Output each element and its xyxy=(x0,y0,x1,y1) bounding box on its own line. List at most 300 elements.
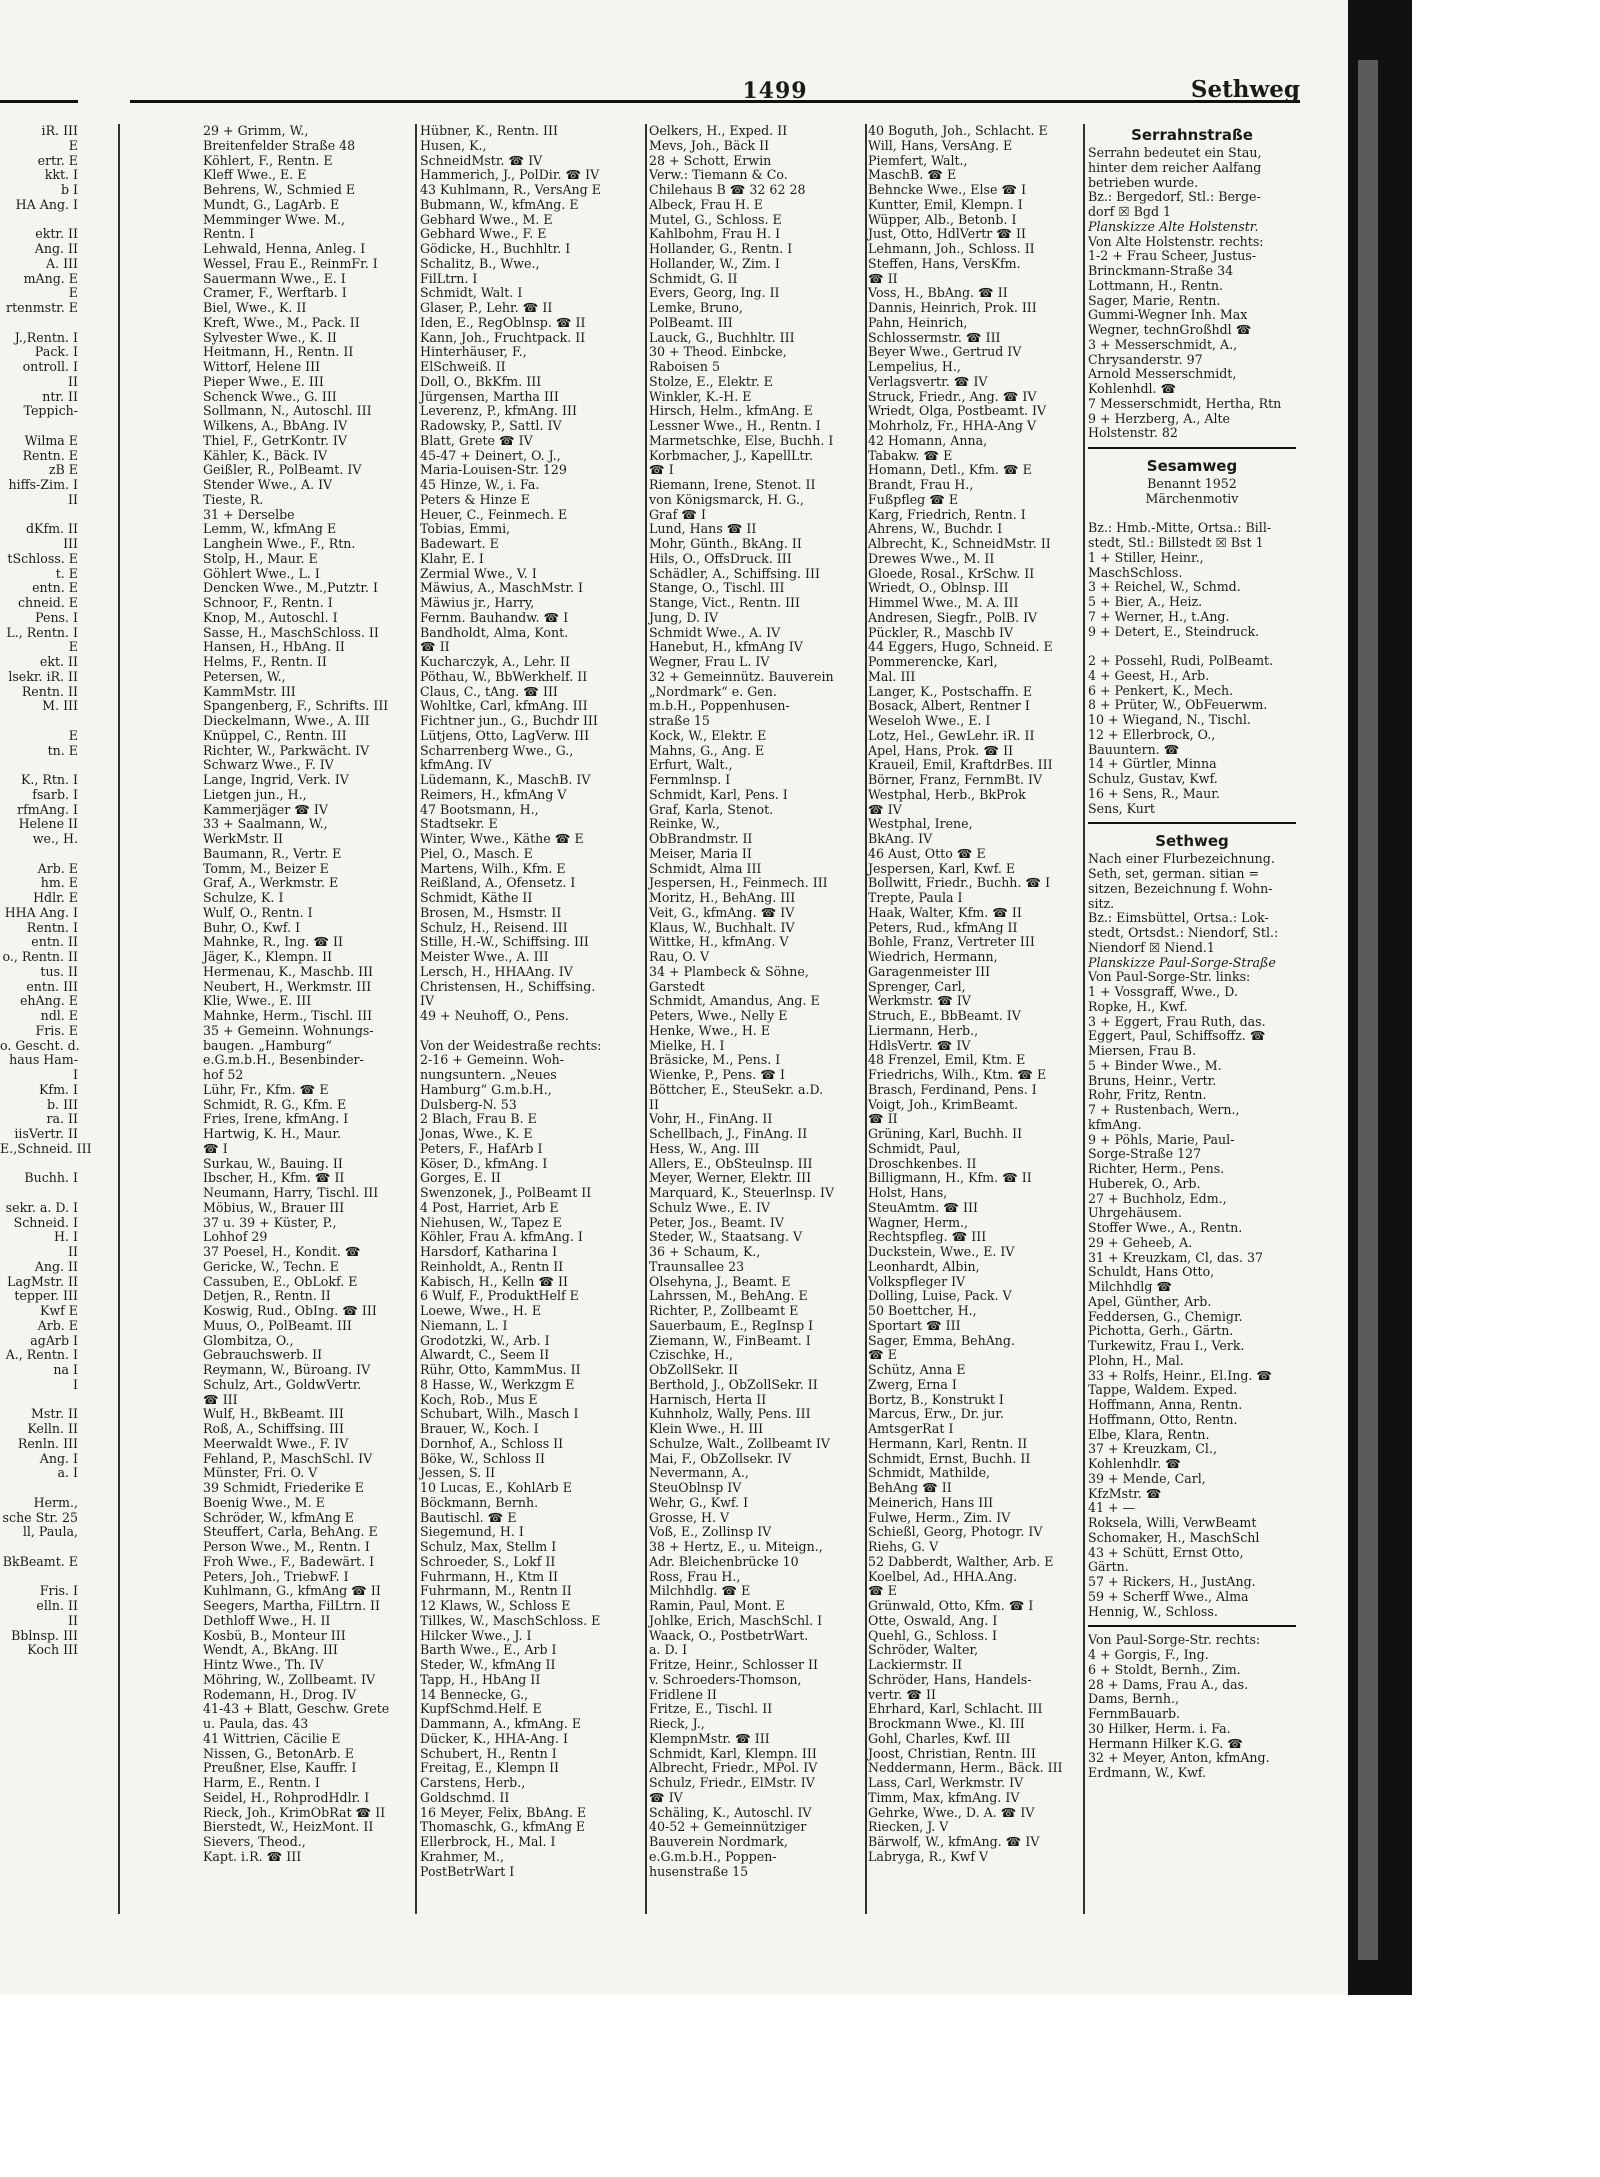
directory-entry: Peters & Hinze E xyxy=(420,491,530,507)
directory-entry: u. Paula, das. 43 xyxy=(203,1716,309,1731)
directory-entry: Pichotta, Gerh., Gärtn. xyxy=(1088,1323,1234,1339)
fragment-line: ertr. E xyxy=(37,152,78,168)
directory-entry: Peters, F., HafArb I xyxy=(420,1140,543,1156)
directory-entry: Martens, Wilh., Kfm. E xyxy=(420,860,566,876)
directory-entry: Person Wwe., M., Rentn. I xyxy=(203,1539,370,1554)
directory-entry: 43 Kuhlmann, R., VersAng E xyxy=(420,182,601,197)
directory-entry: Weseloh Wwe., E. I xyxy=(868,713,991,728)
directory-entry: Hammerich, J., PolDir. ☎ IV xyxy=(420,167,600,183)
directory-entry: Dücker, K., HHA-Ang. I xyxy=(420,1730,568,1746)
directory-entry: Gehrke, Wwe., D. A. ☎ IV xyxy=(868,1804,1035,1820)
directory-entry: Schulz, Gustav, Kwf. xyxy=(1088,771,1218,786)
directory-entry: Schwarz Wwe., F. IV xyxy=(203,757,334,773)
directory-entry: 46 Aust, Otto ☎ E xyxy=(868,845,986,861)
fragment-line: Bblnsp. III xyxy=(11,1627,78,1643)
directory-entry: Wienke, P., Pens. ☎ I xyxy=(649,1067,785,1082)
directory-entry: Lüdemann, K., MaschB. IV xyxy=(420,772,591,787)
fragment-line: Rentn. E xyxy=(22,447,78,463)
directory-entry: Pöthau, W., BbWerkhelf. II xyxy=(420,668,588,684)
directory-entry: 12 Klaws, W., Schloss E xyxy=(420,1598,571,1613)
directory-entry: Nissen, G., BetonArb. E xyxy=(203,1745,355,1761)
directory-entry: Bandholdt, Alma, Kont. xyxy=(420,624,569,640)
directory-entry: Detjen, R., Rentn. II xyxy=(203,1288,331,1304)
directory-entry: Hübner, K., Rentn. III xyxy=(420,123,558,138)
directory-entry: Langhein Wwe., F., Rtn. xyxy=(203,536,356,551)
directory-entry: Bauuntern. ☎ xyxy=(1088,741,1180,757)
directory-entry: Johlke, Erich, MaschSchl. I xyxy=(649,1612,823,1628)
directory-entry: Sorge-Straße 127 xyxy=(1088,1146,1202,1162)
directory-entry: Hinterhäuser, F., xyxy=(420,344,527,360)
fragment-line: tepper. III xyxy=(14,1288,78,1304)
directory-entry: Verlagsvertr. ☎ IV xyxy=(868,373,988,389)
directory-entry: SteuOblnsp IV xyxy=(649,1480,742,1495)
directory-entry: Kleff Wwe., E. E xyxy=(203,167,307,183)
directory-entry: 3 + Messerschmidt, A., xyxy=(1088,336,1238,352)
directory-entry: Albrecht, Friedr., MPol. IV xyxy=(649,1760,818,1776)
directory-entry: 6 + Stoldt, Bernh., Zim. xyxy=(1088,1661,1241,1677)
directory-entry: Mevs, Joh., Bäck II xyxy=(649,137,770,153)
directory-entry: Mutel, G., Schloss. E xyxy=(649,211,782,227)
directory-entry: Sylvester Wwe., K. II xyxy=(203,329,337,345)
directory-entry: Schröder, W., kfmAng E xyxy=(203,1509,355,1525)
directory-entry: Lühr, Fr., Kfm. ☎ E xyxy=(203,1081,329,1097)
section-divider xyxy=(1088,1619,1296,1627)
fragment-line xyxy=(0,714,78,729)
directory-entry: ☎ I xyxy=(649,462,674,478)
directory-entry: Reymann, W., Büroang. IV xyxy=(203,1362,371,1377)
directory-entry: Rau, O. V xyxy=(649,949,710,964)
directory-entry: Wriedt, Olga, Postbeamt. IV xyxy=(868,403,1047,419)
directory-entry: Koch, Rob., Mus E xyxy=(420,1391,538,1407)
directory-entry: Evers, Georg, Ing. II xyxy=(649,285,780,301)
directory-entry: Hanebut, H., kfmAng IV xyxy=(649,639,803,655)
fragment-line: Rentn. II xyxy=(21,683,78,699)
directory-entry: Gebhard Wwe., M. E xyxy=(420,211,553,227)
directory-entry: Ibscher, H., Kfm. ☎ II xyxy=(203,1170,345,1186)
directory-entry: Fridlene II xyxy=(649,1686,717,1702)
fragment-line: sche Str. 25 xyxy=(2,1509,78,1525)
directory-entry: Droschkenbes. II xyxy=(868,1155,977,1171)
directory-entry: Meyer, Werner, Elektr. III xyxy=(649,1170,812,1186)
directory-entry: Gummi-Wegner Inh. Max xyxy=(1088,307,1248,323)
directory-entry: Brosen, M., Hsmstr. II xyxy=(420,904,562,920)
directory-entry: Lass, Carl, Werkmstr. IV xyxy=(868,1775,1024,1790)
directory-entry: Spangenberg, F., Schrifts. III xyxy=(203,698,389,714)
directory-entry: Wiedrich, Hermann, xyxy=(868,949,998,964)
directory-entry: Bautischl. ☎ E xyxy=(420,1509,517,1525)
directory-entry: Klahr, E. I xyxy=(420,550,484,566)
directory-entry: Hermann Hilker K.G. ☎ xyxy=(1088,1735,1243,1751)
directory-entry: Leonhardt, Albin, xyxy=(868,1258,980,1274)
directory-entry: Marmetschke, Else, Buchh. I xyxy=(649,432,834,448)
directory-entry: 41-43 + Blatt, Geschw. Grete xyxy=(203,1701,390,1717)
directory-entry: Brandt, Frau H., xyxy=(868,477,974,492)
directory-entry: ☎ I xyxy=(203,1140,228,1156)
directory-entry: Leverenz, P., kfmAng. III xyxy=(420,403,577,419)
directory-entry: Karg, Friedrich, Rentn. I xyxy=(868,506,1026,522)
directory-entry: Köser, D., kfmAng. I xyxy=(420,1155,548,1171)
fragment-line: Buchh. I xyxy=(24,1170,78,1186)
directory-entry: Grodotzki, W., Arb. I xyxy=(420,1332,550,1348)
directory-entry: Tapp, H., HbAng II xyxy=(420,1671,541,1687)
directory-entry: Jäger, K., Klempn. II xyxy=(203,949,333,964)
directory-entry: 16 + Sens, R., Maur. xyxy=(1088,785,1220,801)
fragment-line: Schneid. I xyxy=(13,1214,78,1230)
directory-entry: 6 Wulf, F., ProduktHelf E xyxy=(420,1288,579,1304)
directory-entry: Winter, Wwe., Käthe ☎ E xyxy=(420,831,584,846)
directory-entry: Pückler, R., Maschb IV xyxy=(868,624,1014,640)
directory-entry: Rieck, Joh., KrimObRat ☎ II xyxy=(203,1804,386,1820)
directory-entry: Marquard, K., Steuerlnsp. IV xyxy=(649,1185,835,1200)
directory-entry: Dornhof, A., Schloss II xyxy=(420,1435,564,1451)
directory-entry: Gloede, Rosal., KrSchw. II xyxy=(868,565,1035,581)
directory-entry: Gorges, E. II xyxy=(420,1170,501,1186)
directory-entry xyxy=(1088,639,1296,654)
directory-entry: Richter, W., Parkwächt. IV xyxy=(203,742,370,758)
directory-entry: Schulz, H., Reisend. III xyxy=(420,919,568,935)
column-divider xyxy=(645,124,647,1914)
fragment-line: Teppich- xyxy=(23,403,78,419)
directory-entry: Harm, E., Rentn. I xyxy=(203,1775,320,1790)
directory-entry: Lessner Wwe., H., Rentn. I xyxy=(649,418,821,433)
directory-column-5 xyxy=(1088,124,1296,1919)
directory-entry: 9 + Pöhls, Marie, Paul- xyxy=(1088,1131,1235,1147)
directory-entry: Plohn, H., Mal. xyxy=(1088,1352,1184,1368)
directory-entry: Eggert, Paul, Schiffsoffz. ☎ xyxy=(1088,1028,1266,1044)
directory-entry: Hollander, G., Rentn. I xyxy=(649,241,793,256)
directory-entry: AmtsgerRat I xyxy=(868,1421,954,1436)
directory-entry: Von der Weidestraße rechts: xyxy=(420,1037,602,1053)
directory-entry: Iden, E., RegOblnsp. ☎ II xyxy=(420,314,586,330)
directory-entry: HdlsVertr. ☎ IV xyxy=(868,1037,971,1053)
directory-entry: 38 + Hertz, E., u. Miteign., xyxy=(649,1539,823,1554)
fragment-line: Helene II xyxy=(18,816,78,832)
fragment-line: Hdlr. E xyxy=(33,890,78,905)
directory-entry: Winkler, K.-H. E xyxy=(649,388,752,404)
fragment-line xyxy=(0,1540,78,1555)
directory-entry: nungsuntern. „Neues xyxy=(420,1067,557,1082)
directory-entry: Tieste, R. xyxy=(203,491,264,507)
directory-entry: Wehr, G., Kwf. I xyxy=(649,1494,749,1510)
directory-entry: Graf, Karla, Stenot. xyxy=(649,801,774,817)
directory-entry: Labryga, R., Kwf V xyxy=(868,1848,989,1864)
directory-entry: Von Paul-Sorge-Str. links: xyxy=(1088,969,1251,985)
fragment-line xyxy=(0,847,78,862)
directory-entry: Voß, E., Zollinsp IV xyxy=(649,1524,772,1540)
fragment-line: HA Ang. I xyxy=(15,196,78,212)
directory-entry: Wulf, H., BkBeamt. III xyxy=(203,1406,344,1422)
directory-entry: KammMstr. III xyxy=(203,683,296,699)
directory-entry: Dieckelmann, Wwe., A. III xyxy=(203,713,370,728)
directory-entry: Glaser, P., Lehr. ☎ II xyxy=(420,300,553,315)
directory-entry: Nevermann, A., xyxy=(649,1465,749,1481)
directory-entry: Grünwald, Otto, Kfm. ☎ I xyxy=(868,1598,1034,1613)
directory-entry: 35 + Gemeinn. Wohnungs- xyxy=(203,1022,374,1038)
directory-entry: Richter, P., Zollbeamt E xyxy=(649,1303,799,1318)
directory-entry: Bubmann, W., kfmAng. E xyxy=(420,196,579,212)
directory-entry: Holstenstr. 82 xyxy=(1088,425,1178,441)
directory-entry: Brasch, Ferdinand, Pens. I xyxy=(868,1081,1037,1097)
directory-entry: Gohl, Charles, Kwf. III xyxy=(868,1730,1011,1746)
directory-entry: Geißler, R., PolBeamt. IV xyxy=(203,462,362,478)
directory-entry: FernmBauarb. xyxy=(1088,1706,1181,1721)
fragment-line: BkBeamt. E xyxy=(2,1553,78,1569)
fragment-line: II xyxy=(68,1244,78,1259)
fragment-line xyxy=(0,1157,78,1172)
directory-entry: 40-52 + Gemeinnütziger xyxy=(649,1819,807,1835)
directory-entry: Dulsberg-N. 53 xyxy=(420,1096,517,1112)
fragment-line: dKfm. II xyxy=(25,521,78,537)
fragment-line: hm. E xyxy=(40,875,78,891)
directory-entry: Miersen, Frau B. xyxy=(1088,1043,1197,1058)
directory-entry: „Nordmark“ e. Gen. xyxy=(649,683,777,699)
directory-entry: ObBrandmstr. II xyxy=(649,831,753,846)
directory-entry: hinter dem reicher Aalfang xyxy=(1088,159,1262,175)
directory-column-1 xyxy=(203,124,411,1919)
directory-entry: Timm, Max, kfmAng. IV xyxy=(868,1789,1020,1805)
directory-entry: 5 + Binder Wwe., M. xyxy=(1088,1057,1222,1073)
column-divider xyxy=(415,124,417,1914)
directory-entry: Kuntter, Emil, Klempn. I xyxy=(868,196,1023,212)
directory-entry: SteuAmtm. ☎ III xyxy=(868,1199,978,1215)
directory-entry: Köhlert, F., Rentn. E xyxy=(203,152,333,168)
plan-reference: Planskizze Paul-Sorge-Straße xyxy=(1088,954,1276,970)
directory-entry: Lehwald, Henna, Anleg. I xyxy=(203,241,366,256)
directory-entry: Schmidt, Karl, Pens. I xyxy=(649,786,788,802)
fragment-line: Kwf E xyxy=(39,1303,78,1318)
directory-entry: 14 + Gürtler, Minna xyxy=(1088,756,1217,772)
directory-entry: Swenzonek, J., PolBeamt II xyxy=(420,1185,592,1200)
directory-entry: Peters, Joh., TriebwF. I xyxy=(203,1568,349,1584)
directory-entry: Dencken Wwe., M.,Putztr. I xyxy=(203,580,378,596)
directory-entry: Tillkes, W., MaschSchloss. E xyxy=(420,1612,601,1628)
fragment-line: Rentn. I xyxy=(26,919,78,935)
directory-entry: stedt, Stl.: Billstedt ☒ Bst 1 xyxy=(1088,535,1264,550)
directory-entry: Seth, set, german. sitian = xyxy=(1088,866,1260,881)
directory-entry: ☎ IV xyxy=(868,801,902,817)
directory-entry: Sievers, Theod., xyxy=(203,1834,306,1849)
directory-entry: Schießl, Georg, Photogr. IV xyxy=(868,1524,1043,1540)
fragment-line: rfmAng. I xyxy=(17,801,78,817)
directory-entry: BehAng ☎ II xyxy=(868,1480,952,1495)
directory-entry: Blatt, Grete ☎ IV xyxy=(420,432,533,448)
directory-entry: Claus, C., tAng. ☎ III xyxy=(420,683,558,699)
directory-entry: Ehrhard, Karl, Schlacht. III xyxy=(868,1701,1043,1717)
fragment-line: we., H. xyxy=(32,831,78,846)
fragment-line: ontroll. I xyxy=(22,359,78,374)
directory-entry: Kabisch, H., Kelln ☎ II xyxy=(420,1273,568,1289)
directory-entry: Lietgen jun., H., xyxy=(203,786,307,802)
directory-entry: Hartwig, K. H., Maur. xyxy=(203,1126,342,1141)
directory-entry: Kraueil, Emil, KraftdrBes. III xyxy=(868,757,1053,773)
directory-entry: Grüning, Karl, Buchh. II xyxy=(868,1126,1023,1141)
directory-entry: Böke, W., Schloss II xyxy=(420,1450,545,1466)
fragment-line: Ang. II xyxy=(34,1258,78,1274)
directory-entry: 7 + Werner, H., t.Ang. xyxy=(1088,608,1230,624)
directory-entry: Maria-Louisen-Str. 129 xyxy=(420,462,567,478)
directory-entry: Wulf, O., Rentn. I xyxy=(203,904,313,920)
directory-entry: 8 Hasse, W., Werkzgm E xyxy=(420,1376,575,1392)
directory-entry: 39 Schmidt, Friederike E xyxy=(203,1480,365,1495)
fragment-line: Fris. I xyxy=(39,1583,78,1599)
fragment-line: III xyxy=(63,536,78,551)
directory-entry: Schmidt, Ernst, Buchh. II xyxy=(868,1450,1031,1466)
directory-entry: Jespersen, H., Feinmech. III xyxy=(649,875,828,891)
column-divider xyxy=(865,124,867,1914)
directory-entry: Tobias, Emmi, xyxy=(420,521,511,537)
fragment-line xyxy=(0,1186,78,1201)
fragment-line: na I xyxy=(53,1362,78,1377)
fragment-line: Arb. E xyxy=(37,860,78,876)
directory-entry: 41 + — xyxy=(1088,1500,1136,1516)
directory-entry: 4 + Geest, H., Arb. xyxy=(1088,667,1210,683)
fragment-line: HHA Ang. I xyxy=(4,904,78,920)
directory-entry: 45-47 + Deinert, O. J., xyxy=(420,447,561,463)
directory-entry: Klein Wwe., H. III xyxy=(649,1421,764,1436)
header-rule xyxy=(130,100,1300,103)
directory-entry: ☎ IV xyxy=(649,1789,683,1805)
directory-entry: Westphal, Irene, xyxy=(868,816,973,832)
directory-entry: Chilehaus B ☎ 32 62 28 xyxy=(649,182,806,197)
fragment-line xyxy=(0,1393,78,1408)
directory-entry: Richter, Herm., Pens. xyxy=(1088,1161,1225,1176)
fragment-line: E.,Schneid. III xyxy=(0,1140,92,1156)
directory-entry: 1-2 + Frau Scheer, Justus- xyxy=(1088,248,1257,264)
directory-entry: straße 15 xyxy=(649,713,710,728)
directory-entry: Rechtspfleg. ☎ III xyxy=(868,1229,987,1245)
directory-entry: Brockmann Wwe., Kl. III xyxy=(868,1716,1025,1731)
directory-entry: Boenig Wwe., M. E xyxy=(203,1494,325,1510)
directory-entry: Doll, O., BkKfm. III xyxy=(420,373,542,389)
street-note: Benannt 1952 xyxy=(1147,476,1237,491)
directory-entry: Schütz, Anna E xyxy=(868,1362,966,1377)
fragment-line: H. I xyxy=(54,1229,78,1245)
directory-entry: Czischke, H., xyxy=(649,1347,734,1363)
directory-entry: 31 + Kreuzkam, Cl, das. 37 xyxy=(1088,1249,1264,1265)
directory-entry: Stolze, E., Elektr. E xyxy=(649,373,773,389)
directory-entry: 49 + Neuhoff, O., Pens. xyxy=(420,1008,569,1023)
directory-entry: Wittorf, Helene III xyxy=(203,359,321,374)
directory-entry: 4 + Gorgis, F., Ing. xyxy=(1088,1647,1209,1662)
fragment-line: A. III xyxy=(45,255,78,271)
directory-entry: Kuhlmann, G., kfmAng ☎ II xyxy=(203,1583,381,1599)
directory-entry: Neumann, Harry, Tischl. III xyxy=(203,1185,379,1200)
directory-entry: Ramin, Paul, Mont. E xyxy=(649,1598,785,1613)
directory-entry: Allers, E., ObSteulnsp. III xyxy=(649,1155,813,1171)
directory-entry: Jürgensen, Martha III xyxy=(420,388,559,404)
directory-entry: BkAng. IV xyxy=(868,831,933,846)
directory-entry: Reinke, W., xyxy=(649,816,720,832)
directory-entry: Andresen, Siegfr., PolB. IV xyxy=(868,609,1038,625)
directory-entry: 33 + Saalmann, W., xyxy=(203,816,328,832)
directory-entry: Schädler, A., Schiffsing. III xyxy=(649,565,820,581)
directory-entry: SchneidMstr. ☎ IV xyxy=(420,152,543,168)
directory-entry: Dethloff Wwe., H. II xyxy=(203,1612,331,1628)
directory-entry: Fernmlnsp. I xyxy=(649,772,731,787)
fragment-line: entn. III xyxy=(26,978,78,994)
directory-entry: Böckmann, Bernh. xyxy=(420,1494,539,1510)
directory-entry: Bierstedt, W., HeizMont. II xyxy=(203,1819,374,1835)
fragment-line: ntr. II xyxy=(42,388,78,404)
directory-entry: Hintz Wwe., Th. IV xyxy=(203,1657,324,1672)
directory-entry: Hollander, W., Zim. I xyxy=(649,255,780,271)
directory-entry: 2 Blach, Frau B. E xyxy=(420,1111,537,1127)
directory-entry: Lersch, H., HHAAng. IV xyxy=(420,963,573,979)
directory-entry: Stange, Vict., Rentn. III xyxy=(649,595,801,610)
directory-entry: 34 + Plambeck & Söhne, xyxy=(649,963,809,979)
directory-entry: Himmel Wwe., M. A. III xyxy=(868,595,1019,610)
directory-entry: 28 + Dams, Frau A., das. xyxy=(1088,1676,1249,1692)
directory-entry: Adr. Bleichenbrücke 10 xyxy=(649,1553,799,1569)
directory-entry: dorf ☒ Bgd 1 xyxy=(1088,204,1172,219)
directory-entry: Piemfert, Walt., xyxy=(868,152,968,168)
directory-entry: Sauermann Wwe., E. I xyxy=(203,270,346,286)
fragment-line: Mstr. II xyxy=(30,1406,78,1422)
directory-entry: 43 + Schütt, Ernst Otto, xyxy=(1088,1544,1244,1560)
directory-entry: Fulwe, Herm., Zim. IV xyxy=(868,1509,1011,1525)
directory-entry: 4 Post, Harriet, Arb E xyxy=(420,1199,559,1215)
directory-entry: Meerwaldt Wwe., F. IV xyxy=(203,1435,349,1451)
directory-entry: Buhr, O., Kwf. I xyxy=(203,919,301,935)
directory-entry: Mal. III xyxy=(868,668,916,684)
directory-entry: Niendorf ☒ Niend.1 xyxy=(1088,939,1215,955)
directory-entry: Mielke, H. I xyxy=(649,1037,725,1053)
directory-entry: Glombitza, O., xyxy=(203,1332,294,1348)
directory-entry: Pommerencke, Karl, xyxy=(868,654,998,669)
directory-entry: Apel, Günther, Arb. xyxy=(1088,1293,1212,1309)
directory-entry: Bz.: Bergedorf, Stl.: Berge- xyxy=(1088,189,1261,205)
directory-column-4 xyxy=(868,124,1080,1919)
directory-entry: Schnoor, F., Rentn. I xyxy=(203,595,333,610)
directory-entry: Duckstein, Wwe., E. IV xyxy=(868,1244,1015,1259)
directory-entry: Lempelius, H., xyxy=(868,359,961,374)
directory-entry: Schulz, Max, Stellm I xyxy=(420,1539,557,1554)
directory-entry: Niemann, L. I xyxy=(420,1317,508,1333)
directory-entry: Lahrssen, M., BehAng. E xyxy=(649,1288,808,1304)
directory-entry: Schmidt, Walt. I xyxy=(420,285,523,301)
directory-entry: Sens, Kurt xyxy=(1088,800,1155,816)
directory-entry: Schenck Wwe., G. III xyxy=(203,388,337,404)
directory-entry: Wüpper, Alb., Betonb. I xyxy=(868,211,1017,227)
directory-entry: 37 + Kreuzkam, Cl., xyxy=(1088,1441,1217,1457)
directory-entry: Reimers, H., kfmAng V xyxy=(420,786,567,802)
directory-entry: ☎ II xyxy=(868,270,898,286)
fragment-line: kkt. I xyxy=(44,167,78,183)
directory-entry: Scharrenberg Wwe., G., xyxy=(420,742,574,758)
directory-entry: Alwardt, C., Seem II xyxy=(420,1347,550,1363)
directory-entry: KfzMstr. ☎ xyxy=(1088,1485,1162,1501)
directory-entry: Wegner, technGroßhdl ☎ xyxy=(1088,322,1252,337)
directory-entry: ObZollSekr. II xyxy=(649,1362,739,1377)
directory-entry: 59 + Scherff Wwe., Alma xyxy=(1088,1588,1249,1604)
directory-entry: Stille, H.-W., Schiffsing. III xyxy=(420,934,589,950)
fragment-line: Kfm. I xyxy=(39,1081,78,1097)
directory-entry: ☎ II xyxy=(868,1111,898,1127)
directory-entry: Surkau, W., Bauing. II xyxy=(203,1155,343,1171)
directory-entry: 8 + Prüter, W., ObFeuerwm. xyxy=(1088,697,1268,713)
directory-entry: Schmidt, Mathilde, xyxy=(868,1465,991,1481)
fragment-line: entn. E xyxy=(32,580,78,596)
directory-entry: Trepte, Paula I xyxy=(868,890,963,905)
fragment-line: elln. II xyxy=(36,1598,78,1613)
directory-entry: MaschB. ☎ E xyxy=(868,167,957,183)
directory-entry: Dolling, Luise, Pack. V xyxy=(868,1288,1012,1304)
directory-entry: Bosack, Albert, Rentner I xyxy=(868,698,1030,714)
directory-entry: FilLtrn. I xyxy=(420,270,478,286)
directory-entry: Lange, Ingrid, Verk. IV xyxy=(203,772,349,787)
directory-entry: Schmidt, Alma III xyxy=(649,860,762,876)
directory-entry: husenstraße 15 xyxy=(649,1863,749,1879)
